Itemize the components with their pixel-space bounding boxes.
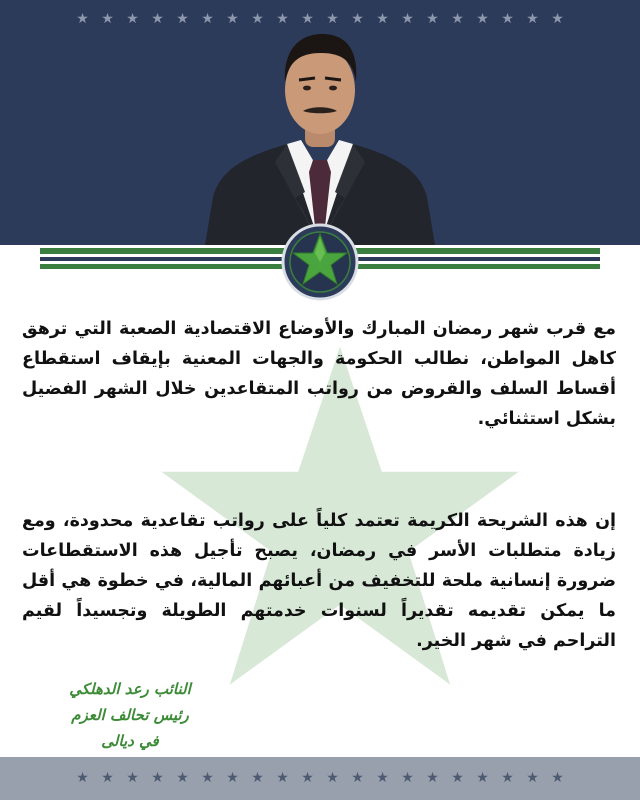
footer-star-row [0,771,640,785]
star-icon: ★ [551,11,564,27]
statement-paragraph-2: إن هذه الشريحة الكريمة تعتمد كلياً على رواتب تقاعدية محدودة، ومع زيادة متطلبات الأسر في رمضان، يصبح تأجيل هذه الاستقطاعات ضرورة إنسانية ملحة للتخفيف من أعبائهم المالية، في خطوة هي أقل ما يمكن تقديمه تقديراً لسنوات خدمتهم الطويلة وتجسيداً لقيم التراحم في شهر الخير. [22,511,616,651]
star-icon: ★ [351,770,364,786]
header-band [0,0,640,245]
star-icon: ★ [76,11,89,27]
signature-block [20,676,240,754]
star-icon: ★ [501,11,514,27]
star-icon: ★ [376,11,389,27]
star-icon: ★ [126,770,139,786]
star-icon: ★ [151,11,164,27]
star-icon: ★ [276,770,289,786]
star-icon: ★ [476,11,489,27]
star-icon: ★ [226,770,239,786]
star-icon: ★ [326,11,339,27]
signature-name: النائب رعد الدهلكي [69,680,191,698]
star-icon: ★ [226,11,239,27]
star-icon: ★ [151,770,164,786]
star-icon: ★ [301,770,314,786]
portrait-photo [205,22,435,245]
star-icon: ★ [526,11,539,27]
star-icon: ★ [326,770,339,786]
star-icon: ★ [301,11,314,27]
star-icon: ★ [376,770,389,786]
star-icon: ★ [426,770,439,786]
star-icon: ★ [101,11,114,27]
star-icon: ★ [501,770,514,786]
star-icon: ★ [176,770,189,786]
star-icon: ★ [476,770,489,786]
star-icon: ★ [251,770,264,786]
green-star-emblem-icon [280,222,360,302]
signature-title: رئيس تحالف العزم [71,706,189,724]
star-icon: ★ [201,770,214,786]
star-icon: ★ [176,11,189,27]
star-icon: ★ [101,770,114,786]
star-icon: ★ [526,770,539,786]
footer-band [0,757,640,800]
signature-location: في ديالى [101,732,159,750]
star-icon: ★ [551,770,564,786]
star-icon: ★ [401,11,414,27]
statement-paragraph-1: مع قرب شهر رمضان المبارك والأوضاع الاقتصادية الصعبة التي ترهق كاهل المواطن، نطالب الحكومة والجهات المعنية بإيقاف استقطاع أقساط السلف والقروض من رواتب المتقاعدين خلال الشهر الفضيل بشكل استثنائي. [22,319,616,429]
star-icon: ★ [76,770,89,786]
star-icon: ★ [201,11,214,27]
star-icon: ★ [251,11,264,27]
star-icon: ★ [351,11,364,27]
star-icon: ★ [426,11,439,27]
star-icon: ★ [451,11,464,27]
star-icon: ★ [276,11,289,27]
star-icon: ★ [401,770,414,786]
star-icon: ★ [126,11,139,27]
star-icon: ★ [451,770,464,786]
